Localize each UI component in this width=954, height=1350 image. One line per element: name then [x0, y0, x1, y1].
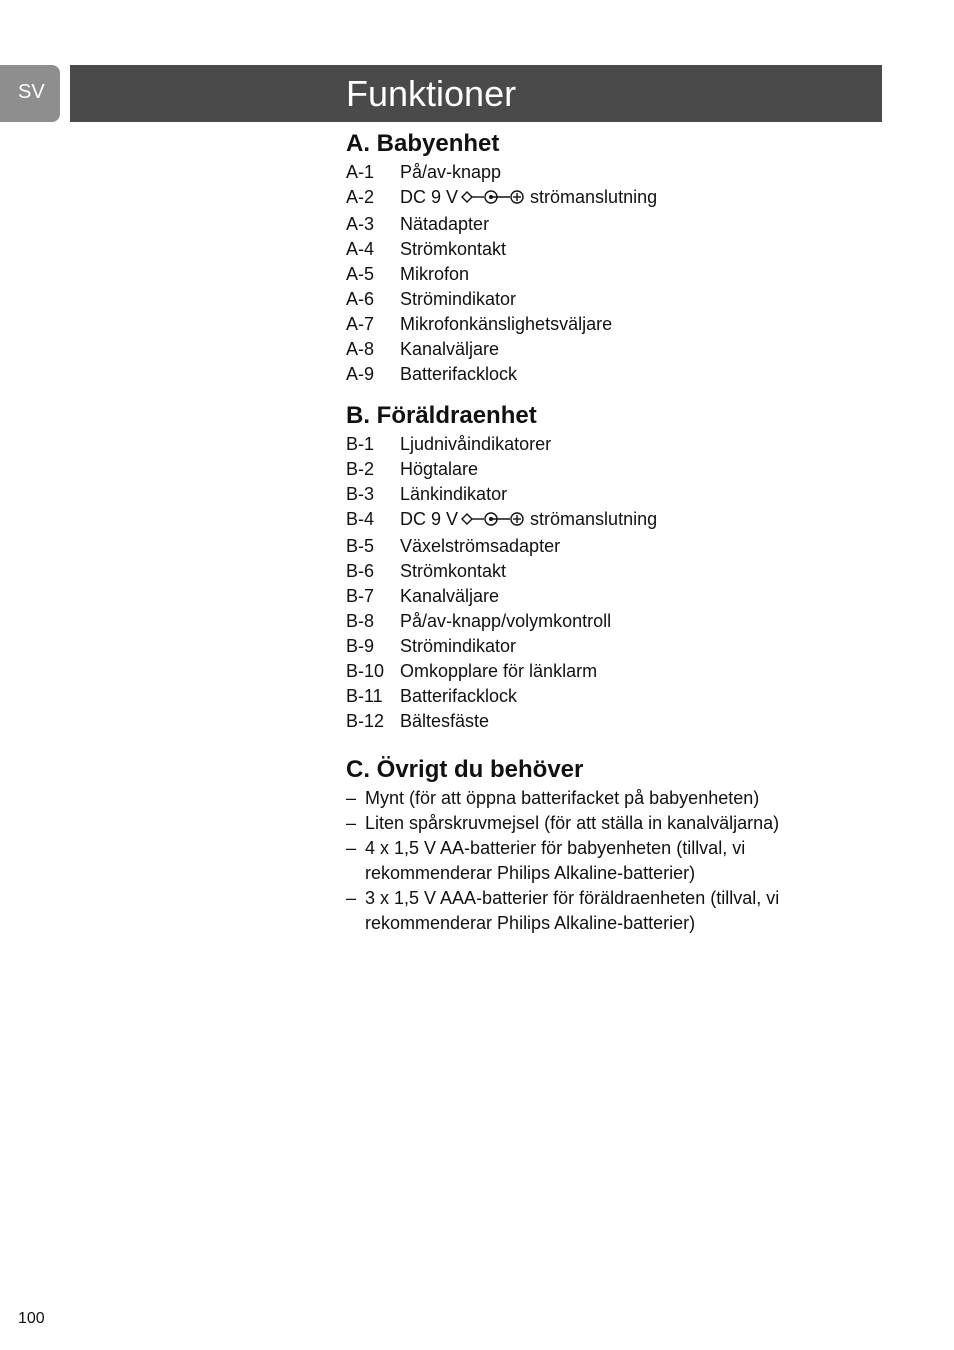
item-code: A-1: [346, 162, 375, 182]
dc-polarity-icon: [460, 509, 526, 534]
list-item: [346, 312, 866, 337]
list-item: [346, 634, 866, 659]
item-code: B-2: [346, 459, 375, 479]
item-code: B-12: [346, 711, 385, 731]
page-title: Funktioner: [346, 73, 517, 114]
section-a-list: [346, 160, 866, 387]
language-tab: SV: [0, 65, 60, 122]
item-text: Strömindikator: [400, 636, 517, 656]
item-text: Kanalväljare: [400, 586, 500, 606]
dash-bullet: –: [346, 813, 357, 833]
section-c-list: [346, 786, 866, 936]
list-item: [346, 362, 866, 387]
list-item: [346, 559, 866, 584]
list-item: [346, 262, 866, 287]
item-text: Bältesfäste: [400, 711, 490, 731]
list-item: [346, 337, 866, 362]
item-text: Länkindikator: [400, 484, 508, 504]
list-item: [346, 432, 866, 457]
item-code: B-7: [346, 586, 375, 606]
item-code: A-4: [346, 239, 375, 259]
item-text: Batterifacklock: [400, 686, 518, 706]
list-item: [346, 534, 866, 559]
item-text: Ljudnivåindikatorer: [400, 434, 552, 454]
item-text: Strömkontakt: [400, 561, 507, 581]
item-text: 3 x 1,5 V AAA-batterier för föräldraenheten (tillval, vi rekommenderar Philips Alkaline-batterier): [365, 888, 780, 933]
item-code: A-9: [346, 364, 375, 384]
list-item: [346, 482, 866, 507]
list-item: [346, 287, 866, 312]
item-text: Högtalare: [400, 459, 479, 479]
list-item: [346, 659, 866, 684]
list-item: [346, 811, 835, 836]
dc-polarity-icon: [460, 187, 526, 212]
list-item: [346, 836, 835, 886]
list-item: [346, 160, 866, 185]
list-item: [346, 457, 866, 482]
item-code: A-3: [346, 214, 375, 234]
item-code: B-6: [346, 561, 375, 581]
list-item: [346, 237, 866, 262]
item-text: Mikrofonkänslighetsväljare: [400, 314, 613, 334]
list-item: [346, 584, 866, 609]
item-text: Omkopplare för länklarm: [400, 661, 598, 681]
item-text: Batterifacklock: [400, 364, 518, 384]
item-text: DC 9 V: [400, 187, 459, 207]
item-code: A-5: [346, 264, 375, 284]
dash-bullet: –: [346, 888, 357, 908]
item-text: strömanslutning: [530, 509, 658, 529]
list-item: [346, 709, 866, 734]
item-code: B-1: [346, 434, 375, 454]
item-text: På/av-knapp/volymkontroll: [400, 611, 612, 631]
item-code: B-4: [346, 509, 375, 529]
item-text: Kanalväljare: [400, 339, 500, 359]
dash-bullet: –: [346, 838, 357, 858]
section-a-heading: A. Babyenhet: [346, 130, 500, 157]
item-code: B-11: [346, 686, 383, 706]
list-item: [346, 786, 835, 811]
item-text: Mynt (för att öppna batterifacket på babyenheten): [365, 788, 760, 808]
item-text: 4 x 1,5 V AA-batterier för babyenheten (tillval, vi rekommenderar Philips Alkaline-batterier): [365, 838, 746, 883]
item-text: Nätadapter: [400, 214, 490, 234]
list-item: [346, 185, 866, 212]
item-code: B-8: [346, 611, 375, 631]
title-bar: [70, 65, 882, 122]
item-text: DC 9 V: [400, 509, 459, 529]
item-code: A-2: [346, 187, 375, 207]
section-b-heading: B. Föräldraenhet: [346, 402, 537, 429]
list-item: [346, 684, 866, 709]
page-number: 100: [18, 1310, 45, 1327]
dash-bullet: –: [346, 788, 357, 808]
item-text: Strömkontakt: [400, 239, 507, 259]
item-code: A-8: [346, 339, 375, 359]
item-text: Liten spårskruvmejsel (för att ställa in kanalväljarna): [365, 813, 780, 833]
item-code: B-3: [346, 484, 375, 504]
content: [346, 128, 866, 936]
item-code: B-9: [346, 636, 375, 656]
item-text: strömanslutning: [530, 187, 658, 207]
list-item: [346, 507, 866, 534]
item-code: B-10: [346, 661, 385, 681]
item-text: Växelströmsadapter: [400, 536, 561, 556]
list-item: [346, 212, 866, 237]
item-text: Strömindikator: [400, 289, 517, 309]
item-code: A-6: [346, 289, 375, 309]
item-text: På/av-knapp: [400, 162, 502, 182]
list-item: [346, 886, 835, 936]
item-code: A-7: [346, 314, 375, 334]
list-item: [346, 609, 866, 634]
item-text: Mikrofon: [400, 264, 470, 284]
item-code: B-5: [346, 536, 375, 556]
section-c-heading: C. Övrigt du behöver: [346, 756, 584, 783]
section-b-list: [346, 432, 866, 734]
